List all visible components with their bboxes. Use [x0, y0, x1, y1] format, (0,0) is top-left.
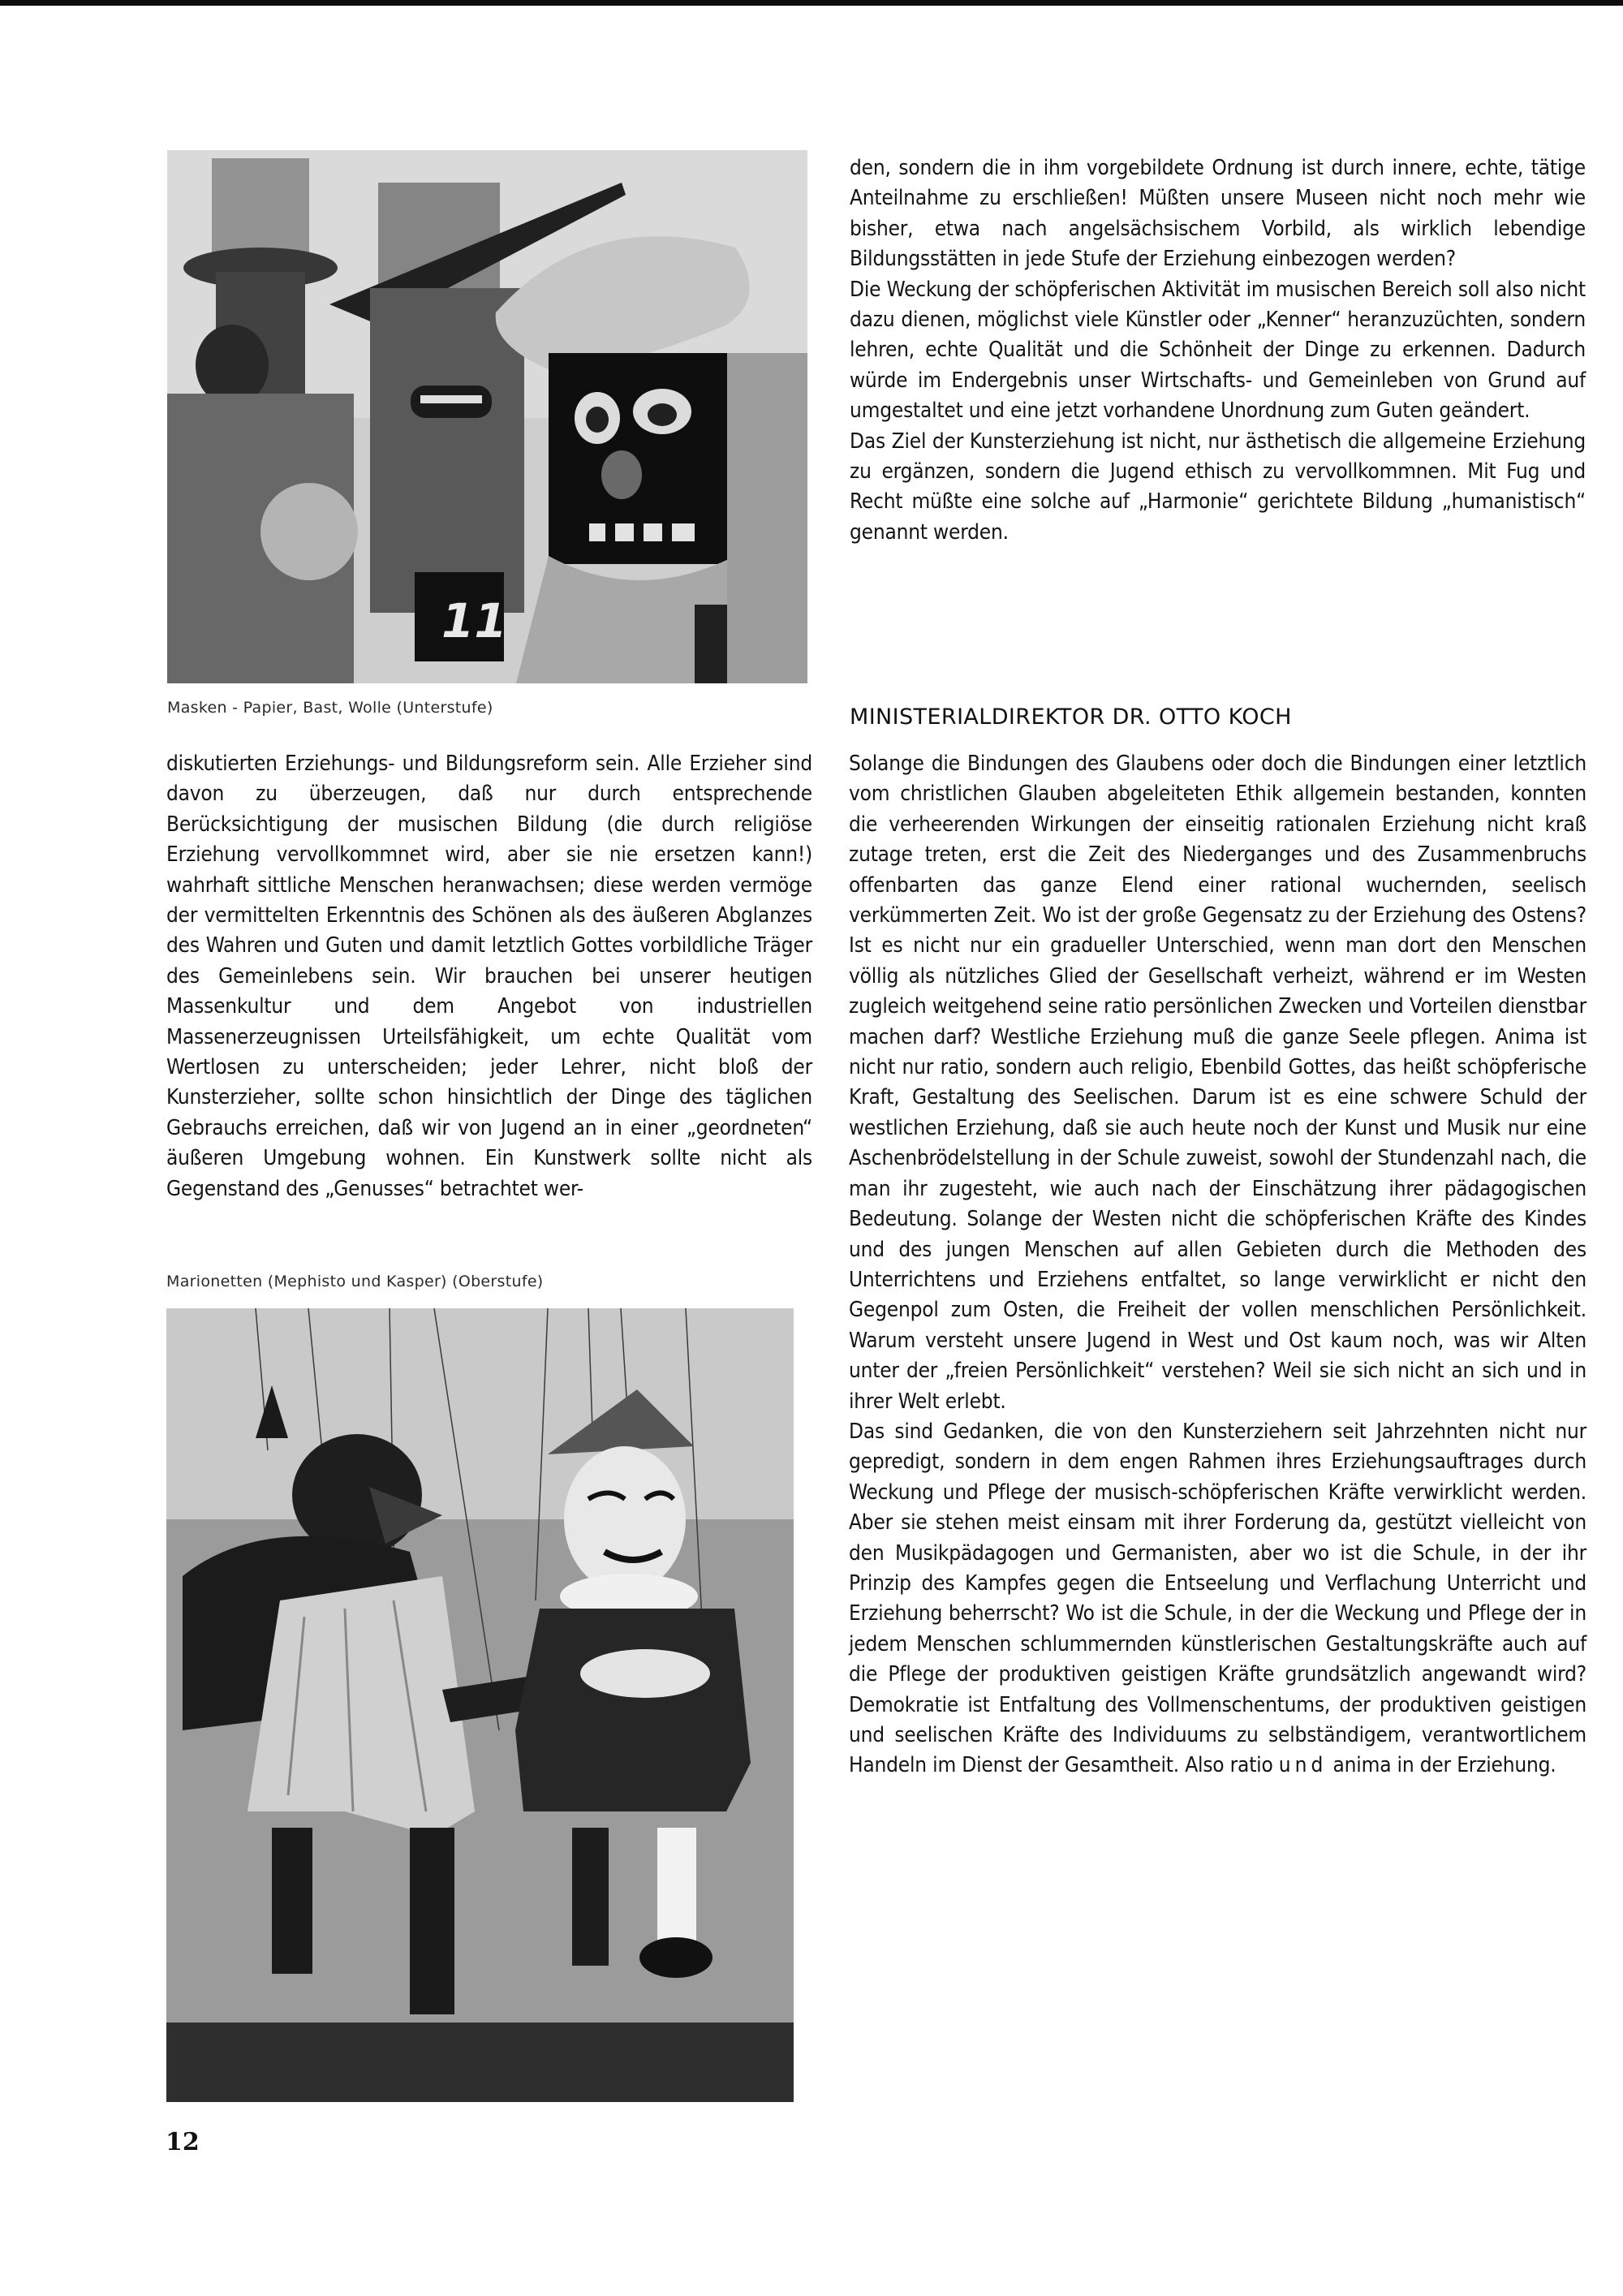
right-text-column-bottom — [849, 749, 1586, 1781]
right-paragraph-1: den, sondern die in ihm vorgebildete Ordnung ist durch innere, echte, tätige Anteilnahme zu erschließen! Müßten unsere Museen nicht noch mehr wie bisher, etwa nach angelsächsischem Vorbild, als wirklich lebendige Bildungsstätten in jede Stufe der Erziehung einbezogen werden? — [850, 156, 1586, 272]
right-text-column-top — [850, 153, 1586, 548]
marionettes-photo-caption: Marionetten (Mephisto und Kasper) (Oberstufe) — [166, 1273, 544, 1290]
marionettes-photo — [166, 1308, 794, 2102]
masks-photo-caption: Masken - Papier, Bast, Wolle (Unterstufe) — [167, 699, 493, 717]
page-number: 12 — [166, 2128, 200, 2156]
right-paragraph-4: Solange die Bindungen des Glaubens oder doch die Bindungen einer letztlich vom christlichen Glauben abgeleiteten Ethik allgemein bestanden, konnten die verheerenden Wirkungen der einseitig rationalen Erziehung nicht kraß zutage treten, erst die Zeit des Niederganges und des Zusammenbruchs offenbarten das ganze Elend einer rational wuchernden, seelisch verkümmerten Zeit. Wo ist der große Gegensatz zu der Erziehung des Ostens? Ist es nicht nur ein gradueller Unterschied, wenn man dort den Menschen völlig als nützliches Glied der Gesellschaft verheizt, während er im Westen zugleich weitgehend seine ratio persönlichen Zwecken und Vorteilen dienstbar machen darf? Westliche Erziehung muß die ganze Seele pflegen. Anima ist nicht nur ratio, sondern auch religio, Ebenbild Gottes, das heißt schöpferische Kraft, Gestaltung des Seelischen. Darum ist es eine schwere Schuld der westlichen Erziehung, daß sie auch heute noch der Kunst und Musik nur eine Aschenbrödelstellung in der Schule zuweist, sowohl der Stundenzahl nach, die man ihr zugesteht, wie auch nach der Einschätzung ihrer pädagogischen Bedeutung. Solange der Westen nicht die schöpferischen Kräfte des Kindes und des jungen Menschen auf allen Gebieten durch die Methoden des Unterrichtens und Erziehens entfaltet, so lange verwirklicht er nicht den Gegenpol zum Osten, die Freiheit der vollen menschlichen Persönlichkeit. Warum versteht unsere Jugend in West und Ost kaum noch, was wir Alten unter der „freien Persönlichkeit“ verstehen? Weil sie sich nicht an sich und in ihrer Welt erlebt. — [849, 752, 1586, 1414]
right-paragraph-5 — [849, 1417, 1586, 1781]
left-body-paragraph: diskutierten Erziehungs- und Bildungsreform sein. Alle Erzieher sind davon zu überzeugen, daß nur durch entsprechende Berücksichtigung der musischen Bildung (die durch religiöse Erziehung vervollkommnet wird, aber sie nie ersetzen kann!) wahrhaft sittliche Menschen heranwachsen; diese werden vermöge der vermittelten Erkenntnis des Schönen als des äußeren Abglanzes des Wahren und Guten und damit letztlich Gottes vorbildliche Träger des Gemeinlebens sein. Wir brauchen bei unserer heutigen Massenkultur und dem Angebot von industriellen Massenerzeugnissen Urteilsfähigkeit, um echte Qualität vom Wertlosen zu unterscheiden; jeder Lehrer, nicht bloß der Kunsterzieher, sollte schon hinsichtlich der Dinge des täglichen Gebrauchs erreichen, daß wir von Jugend an in einer „geordneten“ äußeren Umgebung wohnen. Ein Kunstwerk sollte nicht als Gegenstand des „Genusses“ betrachtet wer- — [166, 752, 812, 1201]
right-paragraph-2: Die Weckung der schöpferischen Aktivität im musischen Bereich soll also nicht dazu dienen, möglichst viele Künstler oder „Kenner“ heranzuzüchten, sondern lehren, echte Qualität und die Schönheit der Dinge zu erkennen. Dadurch würde im Endergebnis unser Wirtschafts- und Gemeinleben von Grund auf umgestaltet und eine jetzt vorhandene Unordnung zum Guten geändert. — [850, 277, 1586, 424]
closing-tail: anima in der Erziehung. — [1327, 1753, 1556, 1778]
masks-photo-illustration — [167, 150, 807, 683]
marionettes-photo-illustration — [166, 1308, 794, 2102]
svg-text:11: 11 — [441, 593, 507, 648]
section-heading-author: MINISTERIALDIREKTOR DR. OTTO KOCH — [850, 704, 1292, 730]
right-paragraph-5-text: Das sind Gedanken, die von den Kunsterziehern seit Jahrzehnten nicht nur gepredigt, sondern in dem engen Rahmen ihres Erziehungsauftrages durch Weckung und Pflege der musisch-schöpferischen Kräfte verwirklicht werden. Aber sie stehen meist einsam mit ihrer Forderung da, gestützt vielleicht von den Musikpädagogen und Germanisten, aber wo ist die Schule, in der ihr Prinzip des Kampfes gegen die Entseelung und Verflachung Unterricht und Erziehung beherrscht? Wo ist die Schule, in der die Weckung und Pflege der in jedem Menschen schlummernden künstlerischen Gestaltungskräfte auch auf die Pflege der produktiven geistigen Kräfte grundsätzlich angewandt wird? Demokratie ist Entfaltung des Vollmenschentums, der produktiven geistigen und seelischen Kräfte des Individuums zu selbständigem, verantwortlichem Handeln im Dienst der Gesamtheit. Also ratio — [849, 1419, 1586, 1778]
masks-photo — [167, 150, 807, 683]
emphasized-und: und — [1278, 1753, 1328, 1778]
scan-top-border — [0, 0, 1623, 6]
right-paragraph-3: Das Ziel der Kunsterziehung ist nicht, nur ästhetisch die allgemeine Erziehung zu ergänzen, sondern die Jugend ethisch zu vervollkommnen. Mit Fug und Recht müßte eine solche auf „Harmonie“ gerichtete Bildung „humanistisch“ genannt werden. — [850, 429, 1586, 545]
left-text-column — [166, 749, 812, 1204]
